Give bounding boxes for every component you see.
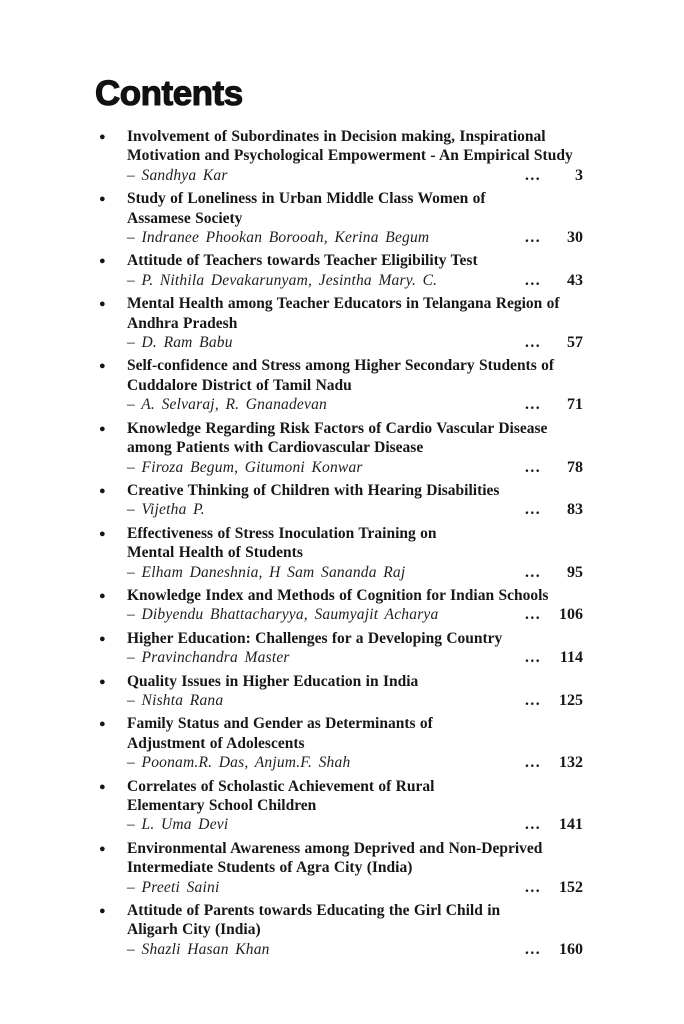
entry-title-line: Intermediate Students of Agra City (India) — [127, 859, 413, 877]
entry-title — [127, 901, 583, 940]
entry-author-row — [127, 878, 583, 897]
bullet-icon: ● — [99, 298, 106, 311]
toc-entry-body — [127, 901, 583, 959]
entry-author-row — [127, 271, 583, 290]
bullet-icon: ● — [99, 360, 106, 373]
entry-title-line: Attitude of Teachers towards Teacher Eligibility Test — [127, 252, 478, 270]
entry-title — [127, 419, 583, 458]
entry-author-row — [127, 166, 583, 185]
entry-title-line: Effectiveness of Stress Inoculation Training on — [127, 524, 437, 542]
leader-dots: ... — [525, 334, 542, 352]
entry-page-number: 152 — [559, 878, 583, 896]
entry-authors: – Elham Daneshnia, H Sam Sananda Raj — [127, 563, 406, 581]
entry-page-number: 3 — [575, 166, 583, 184]
bullet-icon: ● — [99, 422, 106, 435]
entry-page-number: 125 — [559, 691, 583, 709]
leader-dots: ... — [525, 878, 542, 896]
entry-authors: – Preeti Saini — [127, 878, 220, 896]
entry-author-row — [127, 691, 583, 710]
toc-entry-body — [127, 251, 583, 290]
entry-authors: – P. Nithila Devakarunyam, Jesintha Mary. C. — [127, 271, 438, 289]
entry-author-row — [127, 500, 583, 519]
entry-title-line: Involvement of Subordinates in Decision making, Inspirational — [127, 128, 546, 145]
entry-title-line: Mental Health of Students — [127, 544, 303, 562]
entry-page-number: 141 — [559, 816, 583, 834]
leader-dots: ... — [525, 271, 542, 289]
entry-title-line: Motivation and Psychological Empowerment - An Empirical Study — [127, 147, 573, 165]
entry-page-number: 160 — [559, 940, 583, 958]
entry-author-row — [127, 395, 583, 414]
toc-entry-body — [127, 672, 583, 711]
toc-entry-body — [127, 839, 583, 897]
toc-entry-body — [127, 419, 583, 477]
entry-title-line: Creative Thinking of Children with Hearing Disabilities — [127, 481, 500, 499]
entry-authors: – Shazli Hasan Khan — [127, 940, 270, 958]
entry-authors: – Vijetha P. — [127, 501, 205, 519]
entry-page-number: 57 — [567, 334, 583, 352]
toc-entry — [99, 901, 583, 959]
leader-dots: ... — [525, 563, 542, 581]
entry-title — [127, 586, 583, 605]
entry-authors: – L. Uma Devi — [127, 816, 229, 834]
toc-entry-body — [127, 127, 583, 185]
toc-entry — [99, 524, 583, 582]
leader-dots: ... — [525, 940, 542, 958]
entry-title — [127, 714, 583, 753]
entry-page-number: 132 — [559, 754, 583, 772]
entry-page-number: 43 — [567, 271, 583, 289]
entry-title-line: Environmental Awareness among Deprived and Non-Deprived — [127, 839, 543, 857]
entry-title-line: Knowledge Index and Methods of Cognition for Indian Schools — [127, 586, 549, 604]
entry-authors: – Sandhya Kar — [127, 166, 228, 184]
toc-entry — [99, 777, 583, 835]
entry-title — [127, 629, 583, 648]
leader-dots: ... — [525, 458, 542, 476]
leader-dots: ... — [525, 229, 542, 247]
entry-title-line: Knowledge Regarding Risk Factors of Cardio Vascular Disease — [127, 419, 548, 437]
entry-title-line: Self-confidence and Stress among Higher Secondary Students of — [127, 357, 555, 375]
entry-author-row — [127, 228, 583, 247]
entry-author-row — [127, 563, 583, 582]
entry-title — [127, 672, 583, 691]
bullet-icon: ● — [99, 632, 106, 645]
entry-authors: – A. Selvaraj, R. Gnanadevan — [127, 396, 327, 414]
leader-dots: ... — [525, 606, 542, 624]
bullet-icon: ● — [99, 905, 106, 918]
toc-entry-body — [127, 714, 583, 772]
entry-title — [127, 839, 583, 878]
bullet-icon: ● — [99, 675, 106, 688]
entry-page-number: 83 — [567, 501, 583, 519]
toc-entry-body — [127, 629, 583, 668]
entry-title — [127, 127, 583, 166]
entry-page-number: 106 — [559, 606, 583, 624]
entry-authors: – Dibyendu Bhattacharyya, Saumyajit Acharya — [127, 606, 439, 624]
toc-entry — [99, 419, 583, 477]
toc-entry — [99, 629, 583, 668]
entry-title — [127, 524, 583, 563]
entry-author-row — [127, 815, 583, 834]
entry-authors: – Pravinchandra Master — [127, 649, 290, 667]
entry-title-line: Higher Education: Challenges for a Developing Country — [127, 629, 503, 647]
entry-title-line: Mental Health among Teacher Educators in Telangana Region of — [127, 295, 560, 313]
entry-title-line: Quality Issues in Higher Education in India — [127, 672, 419, 690]
entry-title-line: Andhra Pradesh — [127, 314, 238, 332]
leader-dots: ... — [525, 166, 542, 184]
entry-title — [127, 777, 583, 816]
entry-page-number: 78 — [567, 458, 583, 476]
entry-title — [127, 189, 583, 228]
toc-entry — [99, 586, 583, 625]
leader-dots: ... — [525, 691, 542, 709]
bullet-icon: ● — [99, 193, 106, 206]
toc-entry — [99, 251, 583, 290]
toc-entry-body — [127, 777, 583, 835]
entry-author-row — [127, 333, 583, 352]
toc-entry — [99, 127, 583, 185]
entry-authors: – Nishta Rana — [127, 691, 224, 709]
toc-entry — [99, 189, 583, 247]
toc-entry-body — [127, 356, 583, 414]
entry-page-number: 71 — [567, 396, 583, 414]
entry-title-line: Aligarh City (India) — [127, 921, 261, 939]
toc-entry-body — [127, 586, 583, 625]
entry-authors: – D. Ram Babu — [127, 334, 233, 352]
leader-dots: ... — [525, 396, 542, 414]
entry-title-line: Attitude of Parents towards Educating the Girl Child in — [127, 902, 501, 920]
entry-page-number: 114 — [559, 649, 583, 667]
entry-title-line: Correlates of Scholastic Achievement of Rural — [127, 777, 435, 795]
toc-entry-body — [127, 294, 583, 352]
bullet-icon: ● — [99, 131, 106, 143]
toc-entry — [99, 839, 583, 897]
toc-entry-body — [127, 481, 583, 520]
entry-authors: – Firoza Begum, Gitumoni Konwar — [127, 458, 363, 476]
entry-authors: – Indranee Phookan Borooah, Kerina Begum — [127, 229, 430, 247]
toc-entry-body — [127, 524, 583, 582]
entry-author-row — [127, 458, 583, 477]
entry-title-line: Adjustment of Adolescents — [127, 734, 305, 752]
toc-entry — [99, 356, 583, 414]
bullet-icon: ● — [99, 255, 106, 268]
toc-list — [99, 127, 583, 963]
bullet-icon: ● — [99, 589, 106, 602]
entry-page-number: 30 — [567, 229, 583, 247]
leader-dots: ... — [525, 501, 542, 519]
leader-dots: ... — [525, 649, 542, 667]
entry-title-line: Elementary School Children — [127, 797, 317, 814]
entry-author-row — [127, 753, 583, 772]
leader-dots: ... — [525, 754, 542, 772]
toc-entry-body — [127, 189, 583, 247]
leader-dots: ... — [525, 816, 542, 834]
entry-page-number: 95 — [567, 563, 583, 581]
entry-author-row — [127, 940, 583, 959]
entry-author-row — [127, 605, 583, 624]
bullet-icon: ● — [99, 484, 106, 497]
toc-entry — [99, 294, 583, 352]
entry-authors: – Poonam.R. Das, Anjum.F. Shah — [127, 754, 351, 772]
toc-entry — [99, 672, 583, 711]
entry-title — [127, 251, 583, 270]
entry-title-line: Family Status and Gender as Determinants of — [127, 715, 433, 733]
bullet-icon: ● — [99, 527, 106, 540]
entry-title — [127, 481, 583, 500]
bullet-icon: ● — [99, 780, 106, 793]
entry-title-line: Study of Loneliness in Urban Middle Class Women of — [127, 190, 486, 208]
bullet-icon: ● — [99, 718, 106, 731]
toc-entry — [99, 481, 583, 520]
entry-title-line: among Patients with Cardiovascular Disease — [127, 439, 424, 457]
entry-title-line: Assamese Society — [127, 209, 243, 227]
entry-title — [127, 294, 583, 333]
toc-entry — [99, 714, 583, 772]
entry-author-row — [127, 648, 583, 667]
entry-title-line: Cuddalore District of Tamil Nadu — [127, 376, 352, 394]
entry-title — [127, 356, 583, 395]
page-title: Contents — [95, 74, 243, 113]
bullet-icon: ● — [99, 842, 106, 855]
